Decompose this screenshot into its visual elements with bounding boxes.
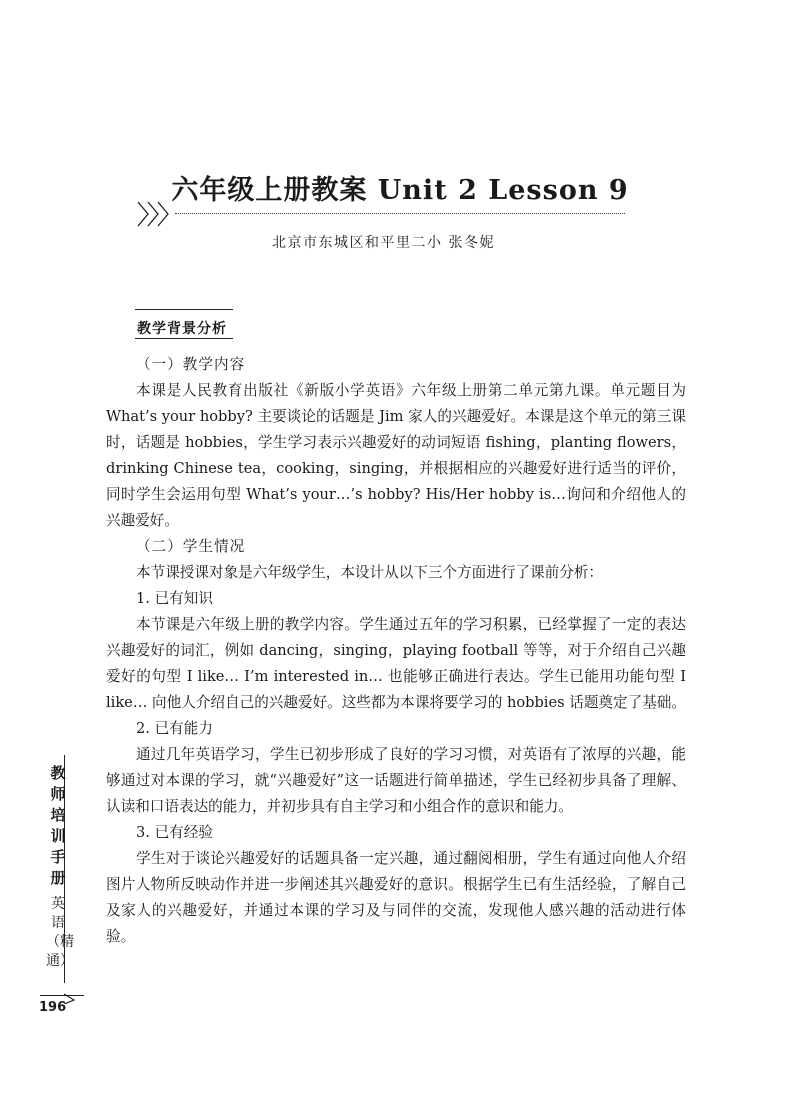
sidebar-subject: 英语（精通）	[46, 896, 74, 969]
paragraph: 通过几年英语学习，学生已初步形成了良好的学习习惯，对英语有了浓厚的兴趣，能够通过对本课的学习，就“兴趣爱好”这一话题进行简单描述，学生已经初步具备了理解、认读和口语表达的能力，并初步具有自主学习和小组合作的意识和能力。	[106, 746, 686, 815]
section-rule-top	[135, 309, 233, 310]
numbered-heading: 2. 已有能力	[136, 720, 213, 737]
author-line: 北京市东城区和平里二小 张冬妮	[272, 235, 495, 251]
page-title: 六年级上册教案 Unit 2 Lesson 9	[171, 175, 629, 206]
chevron-decoration-icon	[136, 200, 176, 228]
paragraph: 学生对于谈论兴趣爱好的话题具备一定兴趣，通过翻阅相册，学生有通过向他人介绍图片人物所反映动作并进一步阐述其兴趣爱好的意识。根据学生已有生活经验，了解自己及家人的兴趣爱好，并通过本课的学习及与同伴的交流，发现他人感兴趣的活动进行体验。	[106, 850, 686, 945]
body-text	[106, 352, 686, 950]
subheading-content: （一）教学内容	[136, 356, 246, 373]
section-heading: 教学背景分析	[137, 321, 227, 337]
title-dotted-rule	[175, 213, 625, 214]
paragraph: 本节课是六年级上册的教学内容。学生通过五年的学习积累，已经掌握了一定的表达兴趣爱好的词汇，例如 dancing，singing，playing football 等等，对于介绍自己兴趣爱好的句型 I like… I’m interested in… 也能够正确进行表达。学生已能用功能句型 I like… 向他人介绍自己的兴趣爱好。这些都为本课将要学习的 hobbies 话题奠定了基础。	[106, 616, 686, 711]
sidebar-label: 教师培训手册	[50, 764, 66, 887]
numbered-heading: 3. 已有经验	[136, 824, 213, 841]
paragraph: 本课是人民教育出版社《新版小学英语》六年级上册第二单元第九课。单元题目为 What’s your hobby? 主要谈论的话题是 Jim 家人的兴趣爱好。本课是这个单元的第三课时，话题是 hobbies，学生学习表示兴趣爱好的动词短语 fishing，planting flowers，drinking Chinese tea，cooking，singing，并根据相应的兴趣爱好进行适当的评价，同时学生会运用句型 What’s your…’s hobby? His/Her hobby is…询问和介绍他人的兴趣爱好。	[106, 382, 686, 529]
paragraph: 本节课授课对象是六年级学生，本设计从以下三个方面进行了课前分析：	[136, 564, 604, 581]
page-number: 196	[39, 1000, 67, 1015]
section-rule-bottom	[135, 338, 233, 339]
numbered-heading: 1. 已有知识	[136, 590, 213, 607]
subheading-students: （二）学生情况	[136, 538, 246, 555]
